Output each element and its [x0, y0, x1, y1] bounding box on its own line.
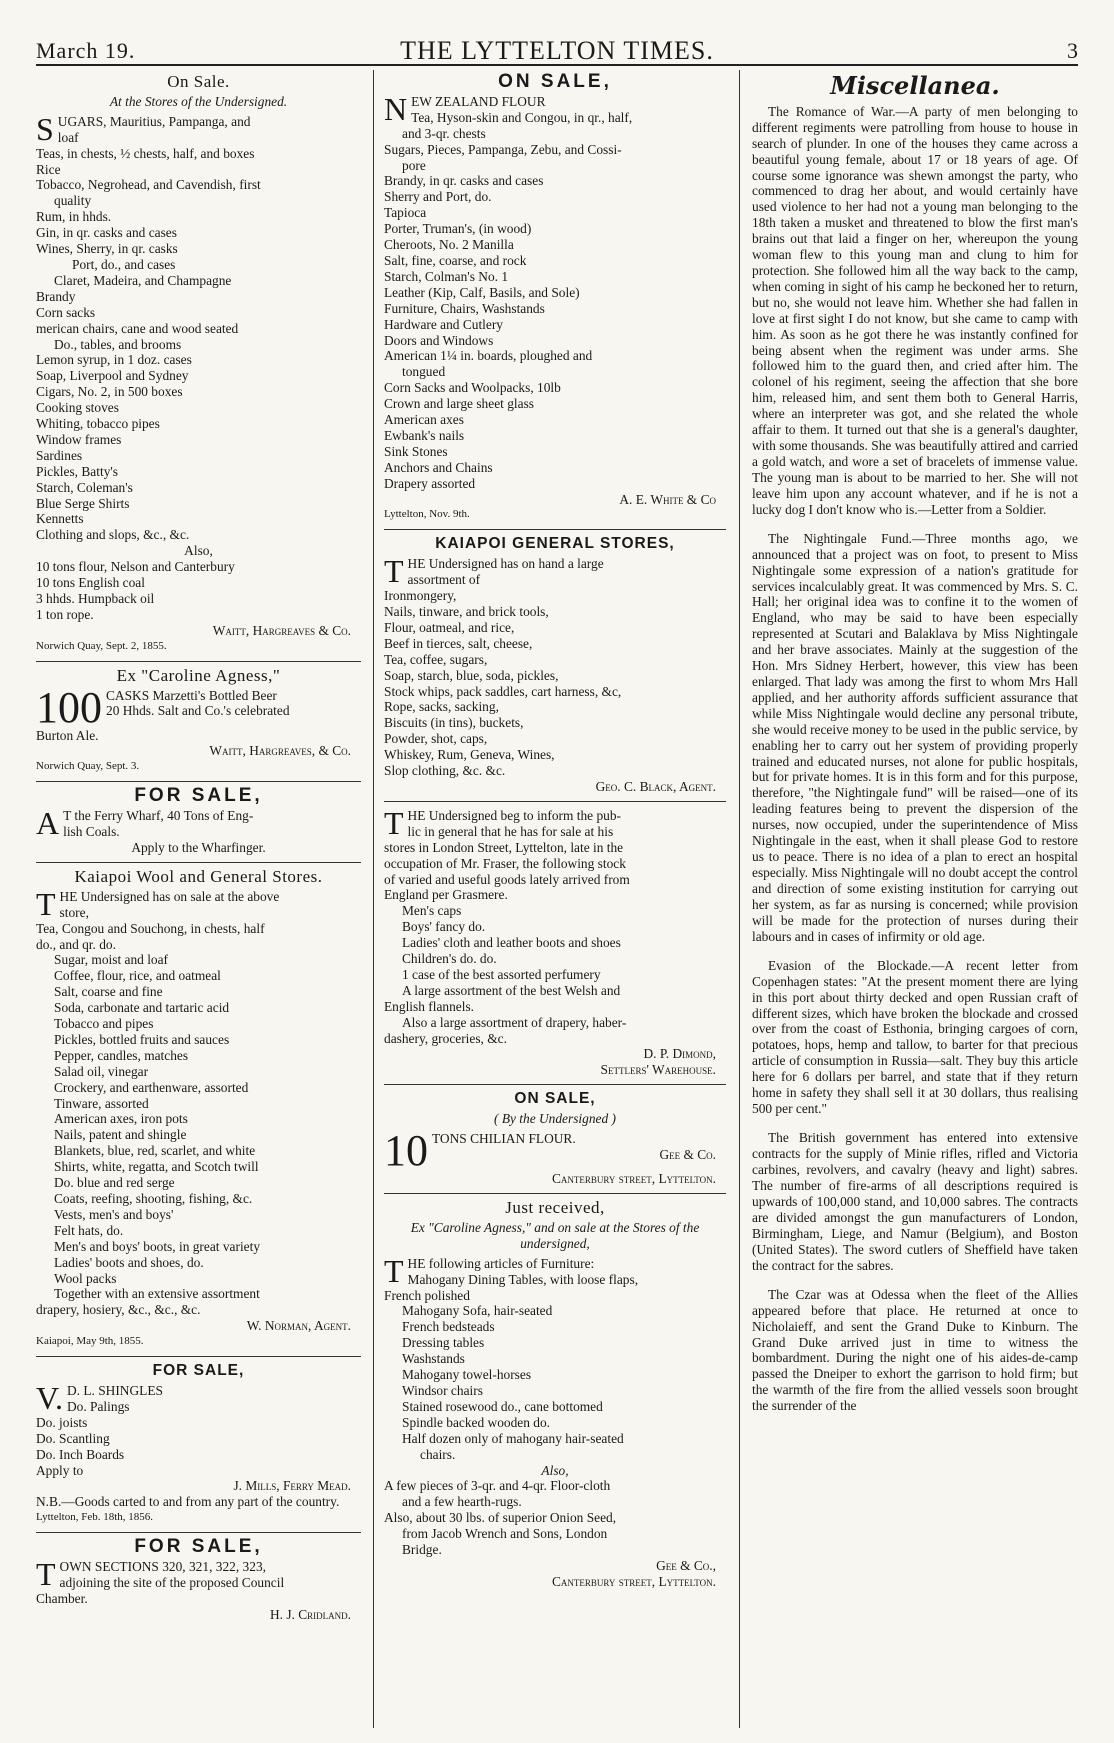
ad-line: Do. Inch Boards	[36, 1446, 125, 1462]
ad-line: Sugars, Pieces, Pampanga, Zebu, and Cossi-	[384, 141, 622, 157]
ad-line: Do., tables, and brooms	[54, 336, 182, 352]
ad-signature: W. Norman, Agent.	[246, 1318, 351, 1334]
ad-line: American axes, iron pots	[54, 1111, 188, 1127]
ad-line: Whiting, tobacco pipes	[36, 416, 160, 432]
ad-line: HE Undersigned has on sale at the above	[59, 888, 280, 904]
ad-line: Felt hats, do.	[54, 1222, 124, 1238]
ad-line: Blankets, blue, red, scarlet, and white	[54, 1143, 256, 1159]
ad-line: Kennetts	[36, 511, 84, 527]
ad-subheading: Ex "Caroline Agness," and on sale at the Stores of the undersigned,	[410, 1219, 700, 1251]
ad-line: Cooking stoves	[36, 400, 119, 416]
drop-cap: T	[36, 1556, 56, 1593]
ad-chilian-flour	[384, 1091, 726, 1187]
ad-line: Do. blue and red serge	[54, 1175, 175, 1191]
ad-kaiapoi-wool	[36, 866, 361, 1350]
ad-heading: ON SALE,	[514, 1090, 596, 1108]
ad-signature: Canterbury street, Lyttelton.	[551, 1171, 716, 1187]
divider	[384, 1193, 726, 1194]
ad-heading: Just received,	[505, 1198, 605, 1217]
ad-line: Children's do. do.	[402, 951, 497, 967]
ad-line: American 1¼ in. boards, ploughed and	[384, 348, 593, 364]
ad-line: Brandy	[36, 288, 76, 304]
ad-line: Tea, Hyson-skin and Congou, in qr., half,	[411, 109, 633, 125]
ad-line: EW ZEALAND FLOUR	[411, 93, 546, 109]
ad-heading: FOR SALE,	[134, 785, 263, 807]
ad-line: Do. Scantling	[36, 1430, 110, 1446]
column-1	[36, 72, 361, 1629]
article-nightingale-fund: The Nightingale Fund.—Three months ago, we announced that a project was on foot, to present to Miss Nightingale some expression of a nation's gratitude for services incalculably great. It was commenced by Mrs. S. C. Hall; her original idea was to confine it to the women of England, who may be said to have been especially represented at Scutari and Balaklava by Miss Nightingale and her brave associates. Mainly at the suggestion of the Hon. Mrs Sidney Herbert, however, this view has been enlarged. That lady was among the first to whom Mrs Hall applied, and her authority affords sufficient assurance that while Miss Nightingale would decline any personal tribute, she would receive money to be used in the public service, by enabling her to carry out her system of providing properly trained and educated nurses, not alone for public hospitals, but for private homes. It is in this form and for this purpose, therefore, "the Nightingale fund" will be raised—one of its leading features being to prevent the dispersion of the nurses, now occupied, under the superintendence of Miss Nightingale in the east, when it shall please God to restore us to peace. There is no idea of a plan to erect an hospital especially. Miss Nightingale will no doubt accept the control and direction of some existing institution for carrying out her system, as far as nursing is concerned; while provision will be made for the protection of nurses during their labours and in cases of infirmity or old age.	[752, 530, 1078, 944]
ad-line: Tobacco, Negrohead, and Cavendish, first	[36, 177, 261, 193]
ad-line: occupation of Mr. Fraser, the following stock	[384, 855, 626, 871]
ad-line: Apply to	[36, 1462, 84, 1478]
section-heading-miscellanea: Miscellanea.	[830, 71, 1000, 100]
ad-line: French bedsteads	[402, 1319, 495, 1335]
ad-line: Mahogany towel-horses	[402, 1367, 532, 1383]
ad-heading: Ex "Caroline Agness,"	[116, 665, 281, 685]
ad-line: Together with an extensive assortment	[54, 1286, 260, 1302]
ad-line: Pickles, bottled fruits and sauces	[54, 1031, 230, 1047]
ad-line: Cigars, No. 2, in 500 boxes	[36, 384, 183, 400]
ad-line: Claret, Madeira, and Champagne	[54, 272, 232, 288]
column-3	[752, 72, 1078, 1418]
ad-line: 10 tons flour, Nelson and Canterbury	[36, 559, 235, 575]
ad-line: T the Ferry Wharf, 40 Tons of Eng-	[63, 808, 254, 824]
ad-line: Windsor chairs	[402, 1382, 483, 1398]
ad-line: Window frames	[36, 431, 122, 447]
ad-line: dashery, groceries, &c.	[384, 1030, 507, 1046]
ad-line: American axes	[384, 412, 464, 428]
ad-line: Nails, tinware, and brick tools,	[384, 604, 549, 619]
ad-line: Starch, Colman's No. 1	[384, 268, 509, 284]
ad-line: Coats, reefing, shooting, fishing, &c.	[54, 1191, 253, 1206]
divider	[36, 781, 361, 782]
ad-line: UGARS, Mauritius, Pampanga, and	[57, 113, 251, 129]
ad-signature: D. P. Dimond,	[643, 1046, 716, 1062]
ad-line: Porter, Truman's, (in wood)	[384, 221, 532, 237]
issue-date: March 19.	[36, 38, 136, 63]
ad-kaiapoi-general	[384, 536, 726, 795]
ad-line: Pickles, Batty's	[36, 463, 119, 479]
ad-line: A large assortment of the best Welsh and	[402, 982, 621, 998]
ad-line: Beef in tierces, salt, cheese,	[384, 635, 533, 651]
ad-dateline: Norwich Quay, Sept. 2, 1855.	[36, 639, 167, 652]
ad-line: Drapery assorted	[384, 475, 476, 491]
masthead	[36, 34, 1078, 66]
ad-line: Mahogany Dining Tables, with loose flaps,	[407, 1271, 639, 1287]
ad-line: Half dozen only of mahogany hair-seated	[402, 1430, 624, 1446]
ad-line: Hardware and Cutlery	[384, 316, 503, 332]
ad-line: HE Undersigned has on hand a large	[407, 556, 604, 572]
ad-dateline: Lyttelton, Feb. 18th, 1856.	[36, 1511, 154, 1524]
ad-line: Whiskey, Rum, Geneva, Wines,	[384, 747, 555, 763]
article-arms-contracts: The British government has entered into extensive contracts for the supply of Minie rifles, rifled and Victoria carbines, revolvers, and cavalry (heavy and light) sabres. The number of fire-arms of all descriptions required is upwards of 100,000 stand, and 10,000 sabres. The contracts are divided amongst the gun manufacturers of London, Birmingham, Liege, and Namur (Belgium), and Boston (United States). The sword cutlers of Sheffield have taken the contract for the sabres.	[752, 1130, 1078, 1273]
ad-dateline: Kaiapoi, May 9th, 1855.	[36, 1335, 144, 1348]
ad-line: do., and qr. do.	[36, 936, 116, 952]
ad-line: Men's caps	[402, 903, 462, 919]
ad-line: Dressing tables	[402, 1335, 485, 1351]
ad-line: Vests, men's and boys'	[54, 1206, 174, 1222]
ad-heading: FOR SALE,	[152, 1362, 245, 1380]
column-rule	[373, 70, 374, 1728]
ad-line: Wines, Sherry, in qr. casks	[36, 241, 178, 257]
ad-line: store,	[59, 904, 89, 920]
article-czar-odessa: The Czar was at Odessa when the fleet of the Allies appeared before that place. He returned at once to Nicholaieff, and sent the Grand Duke to Kinburn. The Grand Duke arrived just in time to witness the bombardment. During the night one of his aides-de-camp passed the Dneiper to exhort the garrison to hold firm; but the warmth of the fire from the allied vessels soon brought the surrender of the	[752, 1286, 1078, 1414]
ad-line: Cheroots, No. 2 Manilla	[384, 237, 514, 253]
ad-line: Sardines	[36, 447, 83, 463]
ad-line: Washstands	[402, 1351, 465, 1367]
ad-signature: J. Mills, Ferry Mead.	[233, 1478, 351, 1494]
divider	[36, 661, 361, 662]
ad-line: Shirts, white, regatta, and Scotch twill	[54, 1159, 259, 1175]
ad-line: Coffee, flour, rice, and oatmeal	[54, 968, 221, 984]
ad-line: Stock whips, pack saddles, cart harness, &c,	[384, 683, 622, 699]
divider	[384, 801, 726, 802]
ad-line: English flannels.	[384, 998, 475, 1014]
page-number: 3	[1067, 38, 1078, 63]
drop-number: 100	[36, 682, 102, 732]
ad-line: Powder, shot, caps,	[384, 731, 488, 747]
column-2	[384, 72, 726, 1596]
ad-line: TONS CHILIAN FLOUR.	[432, 1131, 576, 1147]
ad-line: Soda, carbonate and tartaric acid	[54, 1000, 230, 1016]
ad-line: Ladies' boots and shoes, do.	[54, 1254, 204, 1270]
ad-line: Do. Palings	[66, 1398, 130, 1414]
divider	[36, 862, 361, 863]
ad-line: Apply to the Wharfinger.	[131, 839, 266, 855]
divider	[384, 529, 726, 530]
ad-signature: H. J. Cridland.	[269, 1606, 351, 1622]
ad-on-sale-stores	[36, 74, 361, 655]
ad-line: A few pieces of 3-qr. and 4-qr. Floor-cloth	[384, 1478, 611, 1494]
ad-line: quality	[54, 193, 92, 209]
drop-cap: S	[36, 110, 54, 147]
drop-cap: V.	[36, 1379, 63, 1416]
ad-line: Crown and large sheet glass	[384, 396, 534, 412]
ad-line: CASKS Marzetti's Bottled Beer	[106, 687, 277, 703]
ad-line: lic in general that he has for sale at his	[407, 823, 614, 839]
ad-nz-flour	[384, 71, 726, 523]
ad-line: Tobacco and pipes	[54, 1016, 154, 1032]
ad-line: Tea, Congou and Souchong, in chests, half	[36, 920, 265, 936]
ad-line: Spindle backed wooden do.	[402, 1414, 551, 1430]
ad-line: tongued	[402, 364, 446, 380]
ad-line: Rice	[36, 161, 61, 177]
article-romance-of-war: The Romance of War.—A party of men belonging to different regiments were patrolling from house to house in search of plunder. In one of the houses they came across a beautiful young female, about 17 or 18 years of age. Of course some ignorance was shewn amongst the party, who commenced to drag her about, and would certainly have used violence to her had not a young man belonging to the 18th taken a musket and threatened to blow the first man's brains out that laid a finger on her, whereupon the young woman flew to this young man and clung to him for protection. She followed him all the way back to the camp, when coming in sight of his camp he beckoned her to return, but no, she would not leave him. Whether she had fallen in love at first sight I do not know, but she came to camp with him. As soon as he got there he was instantly confined for being absent when the regiment was under arms. She followed him to the guard then, and cried after him. The colonel of his regiment, seeing the affection that she bore him, released him, and sent them both to General Harris, where an interpreter was got, and she related the whole affair to them. It turned out that she is a general's daughter, with some thousands. She was beautifully attired and carried a gold watch, and wore a set of bracelets of immense value. The young man is about to be married to her. She will not leave him upon any account whatever, and if he is not a lucky dog I don't know who is.—Letter from a Soldier.	[752, 103, 1078, 517]
ad-line: Clothing and slops, &c., &c.	[36, 527, 190, 543]
ad-dimond	[384, 804, 726, 1078]
ad-line: Sherry and Port, do.	[384, 189, 492, 205]
ad-line: Ironmongery,	[384, 588, 457, 604]
drop-number: 10	[384, 1126, 428, 1176]
ad-line: D. L. SHINGLES	[66, 1382, 163, 1398]
ad-town-sections	[36, 1536, 361, 1623]
ad-line: and 3-qr. chests	[402, 125, 486, 141]
ad-heading: On Sale.	[167, 72, 230, 91]
ad-heading: KAIAPOI GENERAL STORES,	[435, 535, 675, 553]
ad-line: Salad oil, vinegar	[54, 1063, 149, 1079]
ad-note: N.B.—Goods carted to and from any part of the country.	[36, 1494, 340, 1510]
ad-line: England per Grasmere.	[384, 887, 508, 903]
ad-line: 3 hhds. Humpback oil	[36, 591, 155, 606]
ad-line: 20 Hhds. Salt and Co.'s celebrated	[106, 703, 290, 719]
ad-line: Corn Sacks and Woolpacks, 10lb	[384, 380, 561, 396]
ad-subheading: ( By the Undersigned )	[494, 1111, 616, 1127]
ad-line: Stained rosewood do., cane bottomed	[402, 1398, 603, 1414]
ad-signature: Settlers' Warehouse.	[600, 1062, 716, 1078]
ad-subheading: At the Stores of the Undersigned.	[109, 93, 288, 109]
divider	[384, 1084, 726, 1085]
ad-signature: Geo. C. Black, Agent.	[595, 778, 716, 794]
ad-line: stores in London Street, Lyttelton, late in the	[384, 839, 624, 855]
ad-line: Wool packs	[54, 1270, 117, 1286]
ad-line: Pepper, candles, matches	[54, 1047, 189, 1063]
ad-line: Rum, in hhds.	[36, 209, 112, 225]
ad-line: lish Coals.	[63, 824, 120, 840]
ad-dateline: Norwich Quay, Sept. 3.	[36, 760, 140, 773]
ad-line: Bridge.	[402, 1542, 442, 1558]
ad-line: Soap, starch, blue, soda, pickles,	[384, 667, 559, 683]
ad-line: Also a large assortment of drapery, haber-	[402, 1014, 627, 1030]
ad-line: Slop clothing, &c. &c.	[384, 763, 506, 779]
ad-line: Burton Ale.	[36, 727, 99, 743]
ad-line: 10 tons English coal	[36, 575, 145, 591]
ad-line: Furniture, Chairs, Washstands	[384, 300, 545, 316]
ad-line: Men's and boys' boots, in great variety	[54, 1238, 261, 1254]
ad-line: Mahogany Sofa, hair-seated	[402, 1303, 553, 1319]
ad-line: Flour, oatmeal, and rice,	[384, 619, 515, 635]
ad-dateline: Lyttelton, Nov. 9th.	[384, 508, 470, 521]
ad-line: Ladies' cloth and leather boots and shoes	[402, 935, 621, 951]
ad-line: pore	[402, 157, 426, 173]
drop-cap: A	[36, 805, 60, 842]
ad-line: HE Undersigned beg to inform the pub-	[407, 807, 622, 823]
ad-line: Gin, in qr. casks and cases	[36, 225, 177, 241]
column-rule	[739, 70, 740, 1728]
ad-line: Also,	[184, 543, 213, 559]
ad-line: from Jacob Wrench and Sons, London	[402, 1526, 608, 1542]
ad-line: French polished	[384, 1287, 470, 1303]
ad-signature: Waitt, Hargreaves, & Co.	[209, 743, 351, 759]
ad-line: Ewbank's nails	[384, 427, 465, 443]
ad-furniture	[384, 1200, 726, 1590]
divider	[36, 1532, 361, 1533]
drop-cap: N	[384, 90, 408, 127]
ad-line: Starch, Coleman's	[36, 479, 133, 495]
ad-line: Tea, coffee, sugars,	[384, 651, 488, 667]
ad-line: chairs.	[420, 1446, 456, 1462]
ad-heading: Kaiapoi Wool and General Stores.	[74, 866, 323, 886]
ad-line: assortment of	[407, 572, 481, 588]
newspaper-title: THE LYTTELTON TIMES.	[400, 36, 714, 65]
ad-line: Rope, sacks, sacking,	[384, 699, 499, 715]
ad-line: drapery, hosiery, &c., &c., &c.	[36, 1302, 201, 1318]
ad-line: 1 ton rope.	[36, 606, 94, 622]
drop-cap: T	[384, 553, 404, 590]
ad-line: Sugar, moist and loaf	[54, 952, 169, 968]
ad-line: Tinware, assorted	[54, 1095, 149, 1111]
drop-cap: T	[36, 885, 56, 922]
ad-line: HE following articles of Furniture:	[407, 1255, 595, 1271]
ad-signature: Canterbury street, Lyttelton.	[551, 1573, 716, 1589]
ad-line: Tapioca	[384, 205, 427, 221]
ad-line: Lemon syrup, in 1 doz. cases	[36, 352, 192, 368]
ad-line: Blue Serge Shirts	[36, 495, 130, 511]
ad-line: Salt, coarse and fine	[54, 984, 163, 1000]
article-evasion-of-blockade: Evasion of the Blockade.—A recent letter from Copenhagen states: "At the present moment there are lying in this port about thirty decked and open Russian craft of different sizes, which have broken the blockade and crossed over from the coast of Esthonia, bringing cargoes of corn, potatoes, hops, hemp and tallow, to barter for that precious article of consumption in Russia—salt. They buy this article here for 6 dollars per barrel, and state that if they return home in safety they shall sell it at 30 dollars, thus realising 500 per cent."	[752, 957, 1078, 1116]
ad-line: and a few hearth-rugs.	[402, 1494, 522, 1510]
ad-line: Boys' fancy do.	[402, 919, 486, 935]
ad-line: Teas, in chests, ½ chests, half, and boxes	[36, 145, 255, 161]
ad-line: merican chairs, cane and wood seated	[36, 320, 239, 336]
ad-line: Also, about 30 lbs. of superior Onion Seed,	[384, 1510, 617, 1526]
ad-coals	[36, 785, 361, 856]
ad-signature: A. E. White & Co	[619, 491, 716, 507]
ad-line: Salt, fine, coarse, and rock	[384, 252, 527, 268]
ad-signature: Gee & Co.,	[656, 1557, 716, 1573]
ad-line: Anchors and Chains	[384, 459, 493, 475]
ad-line: Biscuits (in tins), buckets,	[384, 715, 524, 731]
ad-line: of varied and useful goods lately arrived from	[384, 871, 630, 887]
ad-line: Corn sacks	[36, 304, 96, 320]
drop-cap: T	[384, 804, 404, 841]
ad-heading: ON SALE,	[498, 71, 612, 92]
ad-line: Crockery, and earthenware, assorted	[54, 1079, 249, 1095]
ad-line: adjoining the site of the proposed Council	[59, 1574, 285, 1590]
ad-line: Brandy, in qr. casks and cases	[384, 173, 544, 189]
ad-caroline-agness	[36, 665, 361, 776]
ad-shingles	[36, 1363, 361, 1526]
ad-heading: FOR SALE,	[134, 1536, 263, 1558]
ad-line: Soap, Liverpool and Sydney	[36, 368, 189, 384]
ad-line: OWN SECTIONS 320, 321, 322, 323,	[59, 1559, 266, 1575]
ad-line: loaf	[57, 129, 79, 145]
ad-line: Leather (Kip, Calf, Basils, and Sole)	[384, 284, 580, 300]
ad-line: Nails, patent and shingle	[54, 1127, 187, 1143]
drop-cap: T	[384, 1252, 404, 1289]
ad-signature: Waitt, Hargreaves & Co.	[212, 622, 351, 638]
ad-line: Port, do., and cases	[72, 256, 176, 272]
divider	[36, 1356, 361, 1357]
ad-line: 1 case of the best assorted perfumery	[402, 966, 601, 982]
ad-line: Also,	[541, 1462, 569, 1478]
ad-line: Doors and Windows	[384, 332, 494, 348]
ad-line: Do. joists	[36, 1414, 88, 1430]
ad-signature: Gee & Co.	[659, 1147, 716, 1162]
ad-line: Chamber.	[36, 1590, 88, 1606]
ad-line: Sink Stones	[384, 443, 448, 459]
